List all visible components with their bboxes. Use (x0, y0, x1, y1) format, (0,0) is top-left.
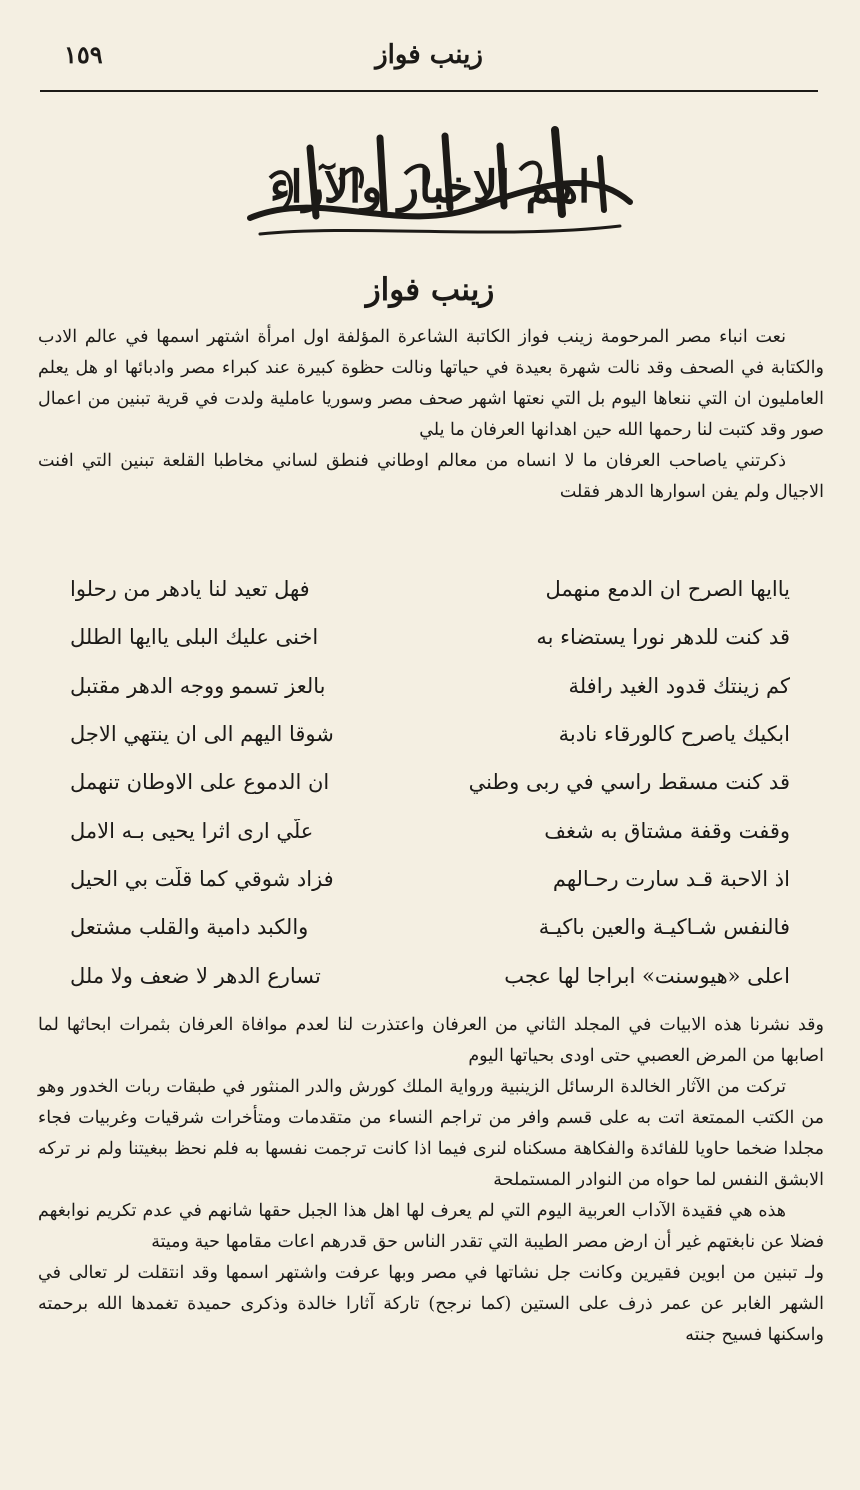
poem-verse (70, 710, 790, 758)
first-hemistich: كم زينتك قدود الغيد رافلة (568, 673, 790, 698)
first-hemistich: اذ الاحبة قـد سارت رحـالهم (552, 866, 790, 891)
calligraphic-heading-graphic (200, 118, 660, 248)
second-hemistich: ان الدموع على الاوطان تنهمل (70, 770, 330, 795)
poem-verse (70, 565, 790, 613)
section-heading-text: اهم الاخبار والآراء (269, 162, 591, 213)
running-title: زينب فواز (375, 40, 483, 70)
second-hemistich: تسارع الدهر لا ضعف ولا ملل (70, 963, 321, 988)
first-hemistich: قد كنت للدهر نورا يستضاء به (536, 625, 790, 650)
running-header (40, 30, 818, 92)
second-hemistich: فزاد شوقي كما قلّت بي الحيل (70, 866, 334, 891)
poem-verse (70, 613, 790, 661)
closing-text (38, 1010, 824, 1440)
first-hemistich: فالنفس شـاكيـة والعين باكيـة (538, 915, 790, 940)
paragraph: ذكرتني ياصاحب العرفان ما لا انساه من معالم اوطاني فنطق لساني مخاطبا القلعة تبنين التي افنت الاجيال ولم يفن اسوارها الدهر فقلت (38, 451, 824, 502)
paragraph: ولـ تبنين من ابوين فقيرين وكانت جل نشاتها في مصر وبها عرفت واشتهر اسمها وقد انتقلت لر تعالى في الشهر الغابر عن عمر ذرف على الستين (كما نرجح) تاركة آثارا خالدة وذكرى حميدة تغمدها الله برحمته واسكنها فسيح جنته (38, 1263, 824, 1345)
poem-verse (70, 903, 790, 951)
poem-verse (70, 662, 790, 710)
paragraph: وقد نشرنا هذه الابيات في المجلد الثاني من العرفان واعتذرت لنا لعدم موافاة العرفان بثمرات ابحاثها لما اصابها من المرض العصبي حتى اودى بحياتها اليوم (38, 1015, 824, 1066)
poem-verse (70, 758, 790, 806)
poem (70, 565, 790, 1000)
page-number: ١٥٩ (64, 40, 103, 69)
poem-verse (70, 806, 790, 854)
second-hemistich: والكبد دامية والقلب مشتعل (70, 915, 309, 940)
section-heading-calligraphy (200, 118, 660, 248)
second-hemistich: شوقا اليهم الى ان ينتهي الاجل (70, 722, 334, 747)
first-hemistich: ابكيك ياصرح كالورقاء نادبة (558, 722, 790, 747)
poem-verse (70, 855, 790, 903)
second-hemistich: اخنى عليك البلى ياايها الطلل (70, 625, 319, 650)
first-hemistich: اعلى «هيوسنت» ابراجا لها عجب (504, 963, 790, 988)
intro-text (38, 322, 824, 552)
paragraph: هذه هي فقيدة الآداب العربية اليوم التي لم يعرف لها اهل هذا الجبل حقها شانهم في عدم تكريم نوابغهم فضلا عن نابغتهم غير أن ارض مصر الطيبة التي تقدر الناس حق قدرهم اعات مقامها حية وميتة (38, 1201, 824, 1252)
poem-verse (70, 951, 790, 999)
article-title: زينب فواز (365, 272, 495, 308)
second-hemistich: علّي ارى اثرا يحيى بـه الامل (70, 818, 314, 843)
first-hemistich: قد كنت مسقط راسي في ربى وطني (468, 770, 790, 795)
first-hemistich: وقفت وقفة مشتاق به شغف (544, 818, 790, 843)
second-hemistich: فهل تعيد لنا يادهر من رحلوا (70, 577, 310, 602)
first-hemistich: ياايها الصرح ان الدمع منهمل (545, 577, 790, 602)
paragraph: نعت انباء مصر المرحومة زينب فواز الكاتبة الشاعرة المؤلفة اول امرأة اشتهر اسمها في عالم الادب والكتابة في الصحف وقد نالت شهرة بعيدة في حياتها ونالت حظوة كبيرة عند كبراء مصر وادبائها او هل يعلم العامليون ان التي ننعاها اليوم بل التي نعتها اشهر صحف مصر وسوريا عاملية ولدت في قرية تبنين من اعمال صور وقد كتبت لنا رحمها الله حين اهدانها العرفان ما يلي (38, 327, 824, 440)
paragraph: تركت من الآثار الخالدة الرسائل الزينبية ورواية الملك كورش والدر المنثور في طبقات ربات الخدور وهو من الكتب الممتعة اتت به على قسم وافر من تراجم النساء من متقدمات ومتأخرات شرقيات وغربيات فجاء مجلدا ضخما حاويا للفائدة والفكاهة مسكناه لنرى فيما اذا كانت ترجمت نفسها به فلم نحظ ببغيتنا ولم نر تركه الابشق النفس لما حواه من النوادر المستملحة (38, 1077, 824, 1190)
second-hemistich: بالعز تسمو ووجه الدهر مقتبل (70, 673, 326, 698)
